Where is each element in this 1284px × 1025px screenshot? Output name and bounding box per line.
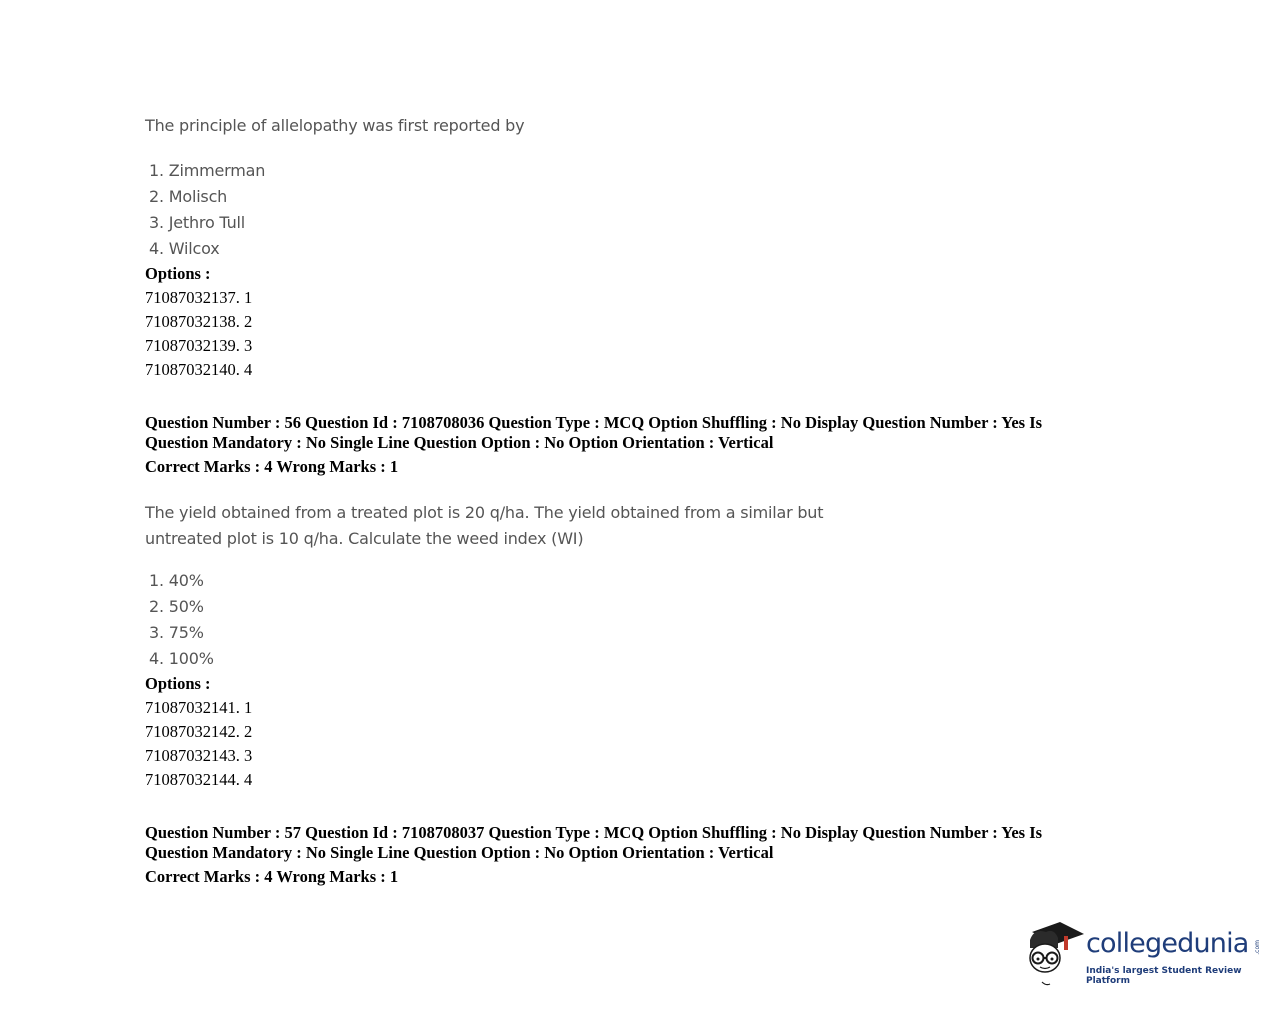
question-55-text: The principle of allelopathy was first reported by — [145, 116, 525, 135]
mascot-icon — [1024, 918, 1086, 990]
choice-item: 3. 75% — [149, 623, 204, 642]
option-code: 71087032142. 2 — [145, 722, 253, 741]
meta-line: Question Mandatory : No Single Line Question Option : No Option Orientation : Vertical — [145, 433, 774, 452]
logo-tagline: India's largest Student Review Platform — [1086, 966, 1242, 986]
option-code: 71087032137. 1 — [145, 288, 253, 307]
meta-line: Question Number : 57 Question Id : 7108708037 Question Type : MCQ Option Shuffling : No Display Question Number : Yes Is — [145, 823, 1043, 842]
question-57-meta — [145, 823, 1145, 887]
question-55-choices — [149, 158, 265, 262]
logo-com: .com — [1254, 940, 1261, 955]
choice-item: 1. Zimmerman — [149, 161, 266, 180]
question-line: untreated plot is 10 q/ha. Calculate the weed index (WI) — [145, 529, 584, 548]
option-code: 71087032141. 1 — [145, 698, 253, 717]
question-line: The yield obtained from a treated plot is 20 q/ha. The yield obtained from a similar but — [145, 503, 824, 522]
logo-wordmark: collegedunia — [1086, 928, 1249, 959]
question-56-options — [145, 672, 252, 792]
options-label: Options : — [145, 264, 211, 283]
question-55-options — [145, 262, 252, 382]
meta-line: Question Number : 56 Question Id : 7108708036 Question Type : MCQ Option Shuffling : No Display Question Number : Yes Is — [145, 413, 1043, 432]
option-code: 71087032140. 4 — [145, 360, 253, 379]
choice-item: 4. Wilcox — [149, 239, 220, 258]
options-label: Options : — [145, 674, 211, 693]
marks-line: Correct Marks : 4 Wrong Marks : 1 — [145, 867, 399, 886]
meta-line: Question Mandatory : No Single Line Question Option : No Option Orientation : Vertical — [145, 843, 774, 862]
option-code: 71087032138. 2 — [145, 312, 253, 331]
choice-item: 2. 50% — [149, 597, 204, 616]
question-56-text — [145, 500, 823, 552]
choice-item: 2. Molisch — [149, 187, 228, 206]
option-code: 71087032144. 4 — [145, 770, 253, 789]
choice-item: 3. Jethro Tull — [149, 213, 246, 232]
question-56-choices — [149, 568, 214, 672]
marks-line: Correct Marks : 4 Wrong Marks : 1 — [145, 457, 399, 476]
option-code: 71087032139. 3 — [145, 336, 253, 355]
question-56-meta — [145, 413, 1145, 477]
option-code: 71087032143. 3 — [145, 746, 253, 765]
collegedunia-logo — [1024, 918, 1264, 990]
choice-item: 1. 40% — [149, 571, 204, 590]
choice-item: 4. 100% — [149, 649, 214, 668]
